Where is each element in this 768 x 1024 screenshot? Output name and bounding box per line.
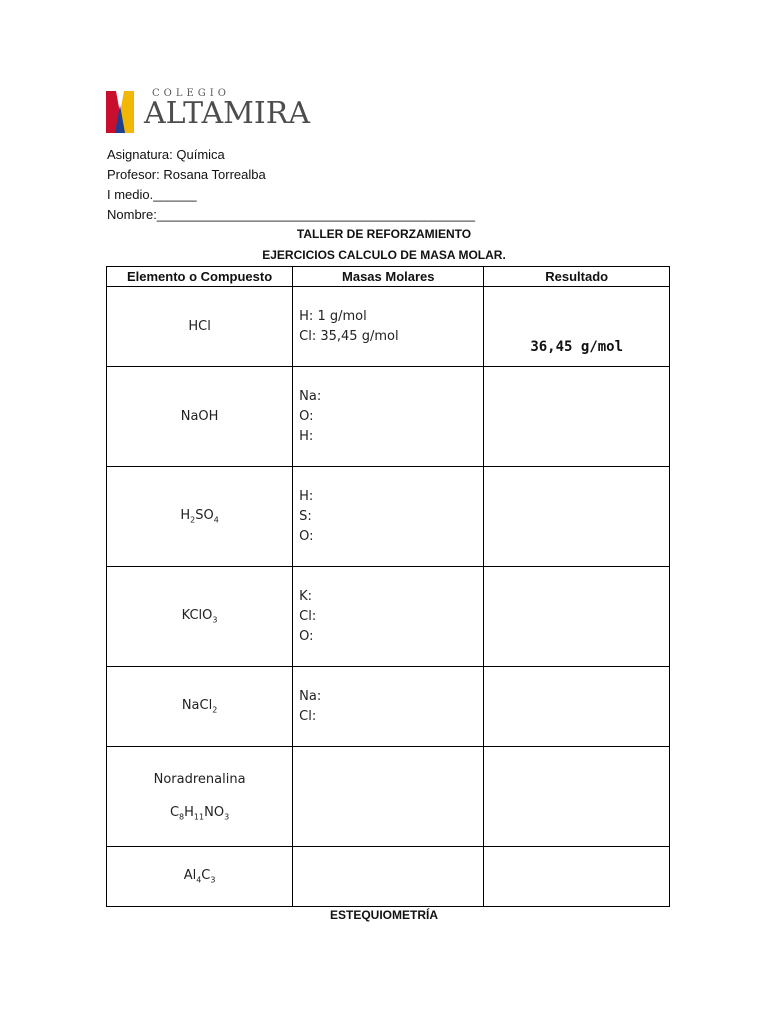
mass-line: O:: [299, 408, 314, 424]
mass-line: H: 1 g/mol: [299, 308, 367, 324]
masses-cell: [293, 367, 484, 467]
mass-line: S:: [299, 508, 312, 524]
compound-name: Noradrenalina: [153, 771, 246, 787]
result-cell: [484, 467, 670, 567]
result-cell: [484, 567, 670, 667]
compound-cell: [107, 467, 293, 567]
subject-line: Asignatura: Química: [107, 147, 225, 162]
compound-cell: [107, 847, 293, 907]
compound-cell: NaOH: [107, 367, 293, 467]
compound-cell: [107, 567, 293, 667]
formula-subscript: 3: [210, 875, 216, 885]
formula-subscript: 4: [196, 875, 202, 885]
logo-big-text: ALTAMIRA: [144, 96, 310, 131]
formula-subscript: 4: [213, 515, 219, 525]
formula-part: Al: [183, 868, 197, 884]
mass-line: H:: [299, 488, 314, 504]
compound-cell: HCl: [107, 287, 293, 367]
mass-line: O:: [299, 528, 314, 544]
table-row: [107, 467, 670, 567]
formula-part: C: [201, 868, 211, 884]
masses-cell: [293, 567, 484, 667]
mass-line: K:: [299, 588, 313, 604]
mass-line: O:: [299, 628, 314, 644]
name-line: Nombre:____________________________________________: [107, 207, 475, 222]
formula-subscript: 2: [190, 515, 196, 525]
grade-line: I medio.______: [107, 187, 197, 202]
exercise-title: EJERCICIOS CALCULO DE MASA MOLAR.: [262, 248, 506, 262]
formula-subscript: 11: [193, 812, 205, 822]
logo-emblem-icon: [106, 90, 134, 134]
result-cell: [484, 367, 670, 467]
compound-formula: [170, 805, 229, 820]
result-cell: [484, 847, 670, 907]
formula-subscript: 2: [212, 705, 218, 715]
formula-part: NO: [204, 804, 225, 820]
masses-cell: [293, 467, 484, 567]
formula-part: H: [180, 508, 191, 524]
mass-line: Cl: 35,45 g/mol: [299, 328, 399, 344]
mass-line: H:: [299, 428, 314, 444]
compound-cell: [107, 667, 293, 747]
table-row: [107, 667, 670, 747]
masses-cell: [293, 667, 484, 747]
table-header-row: [107, 267, 670, 287]
header-masses: Masas Molares: [293, 267, 484, 287]
result-value: 36,45 g/mol: [530, 338, 624, 355]
mass-line: Na:: [299, 388, 322, 404]
teacher-line: Profesor: Rosana Torrealba: [107, 167, 266, 182]
mass-line: Na:: [299, 688, 322, 704]
table-row: [107, 287, 670, 367]
header-result: Resultado: [484, 267, 670, 287]
formula-part: NaCl: [181, 698, 213, 714]
formula-subscript: 8: [179, 812, 185, 822]
table-row: [107, 847, 670, 907]
footer-title: ESTEQUIOMETRÍA: [329, 908, 438, 922]
logo-small-text: COLEGIO: [152, 88, 230, 99]
formula-subscript: 3: [212, 615, 218, 625]
masses-cell: [293, 847, 484, 907]
formula-part: C: [169, 804, 180, 820]
result-cell: [484, 667, 670, 747]
formula-subscript: 3: [224, 812, 230, 822]
table-row: [107, 567, 670, 667]
result-cell: [484, 287, 670, 367]
header-compound: Elemento o Compuesto: [107, 267, 293, 287]
formula-part: SO: [195, 508, 214, 524]
table-row: [107, 747, 670, 847]
formula-part: H: [184, 804, 194, 820]
formula-part: KClO: [181, 608, 213, 624]
molar-mass-table: [106, 266, 670, 907]
mass-line: Cl:: [299, 708, 317, 724]
masses-cell: [293, 747, 484, 847]
compound-cell: [107, 747, 293, 847]
masses-cell: [293, 287, 484, 367]
table-row: [107, 367, 670, 467]
result-cell: [484, 747, 670, 847]
workshop-title: TALLER DE REFORZAMIENTO: [296, 227, 472, 241]
mass-line: Cl:: [299, 608, 317, 624]
